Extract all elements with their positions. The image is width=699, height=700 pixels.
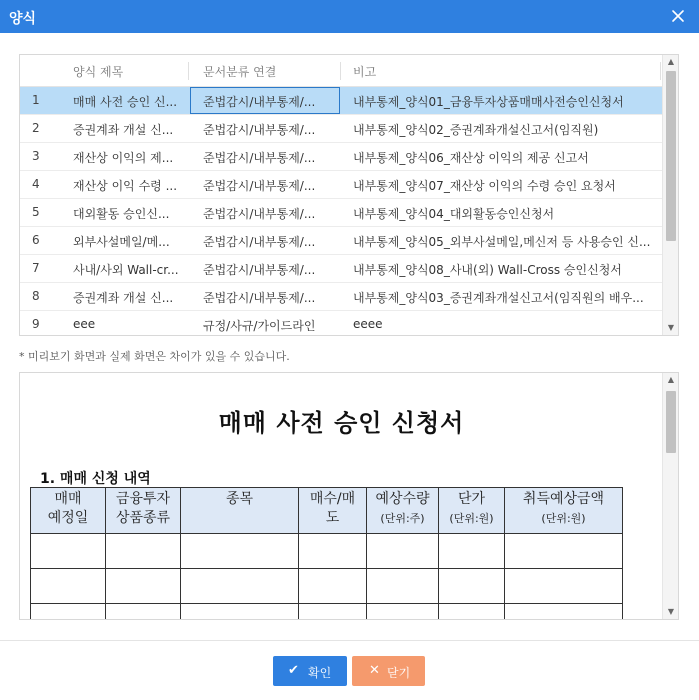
header-unit: (단위:주) xyxy=(380,512,425,525)
row-number: 2 xyxy=(32,121,40,135)
column-divider xyxy=(340,62,341,80)
row-title: 재산상 이익의 제... xyxy=(73,151,174,165)
header-line: 매수/매 xyxy=(309,491,356,507)
row-number: 1 xyxy=(32,93,40,107)
row-number: 3 xyxy=(32,149,40,163)
row-category: 준법감시/내부통제/... xyxy=(203,235,316,249)
close-button[interactable] xyxy=(352,656,425,686)
close-icon: ✕ xyxy=(369,663,380,678)
row-title: 매매 사전 승인 신... xyxy=(73,95,178,109)
dialog-title: 양식 xyxy=(9,11,37,27)
preview-column-header xyxy=(299,488,367,534)
row-note: 내부통제_양식02_증권계좌개설신고서(임직원) xyxy=(353,123,599,137)
preview-column-header xyxy=(181,488,299,534)
header-line: 예상수량 xyxy=(375,491,430,507)
row-number: 7 xyxy=(32,261,40,275)
table-row[interactable] xyxy=(20,199,663,227)
row-category: 준법감시/내부통제/... xyxy=(203,207,316,221)
close-label: 닫기 xyxy=(387,666,411,680)
row-category: 준법감시/내부통제/... xyxy=(203,291,316,305)
preview-column-header xyxy=(31,488,106,534)
row-title: 외부사설메일/메... xyxy=(73,235,170,249)
table-row[interactable] xyxy=(20,171,663,199)
header-unit: (단위:원) xyxy=(541,512,586,525)
row-title: 대외활동 승인신... xyxy=(73,207,170,221)
row-category: 준법감시/내부통제/... xyxy=(203,151,316,165)
confirm-button[interactable] xyxy=(273,656,347,686)
row-note: eeee xyxy=(353,317,383,331)
column-header-note[interactable]: 비고 xyxy=(353,65,377,79)
scroll-down-icon[interactable]: ▼ xyxy=(667,607,675,616)
row-category: 준법감시/내부통제/... xyxy=(203,95,316,109)
preview-column-header xyxy=(367,488,439,534)
row-category: 준법감시/내부통제/... xyxy=(203,123,316,137)
row-note: 내부통제_양식05_외부사설메일,메신저 등 사용승인 신... xyxy=(353,235,651,249)
header-line: 단가 xyxy=(457,491,486,507)
table-row[interactable] xyxy=(20,255,663,283)
preview-scrollbar[interactable] xyxy=(662,373,678,619)
scroll-down-icon[interactable]: ▼ xyxy=(667,323,675,332)
header-line: 예정일 xyxy=(47,510,89,526)
table-row[interactable] xyxy=(20,143,663,171)
row-title: 증권계좌 개설 신... xyxy=(73,123,174,137)
row-title: 재산상 이익 수령 ... xyxy=(73,179,178,193)
row-category: 준법감시/내부통제/... xyxy=(203,179,316,193)
header-line: 금융투자 xyxy=(115,491,171,507)
table-row[interactable] xyxy=(20,227,663,255)
header-line: 종목 xyxy=(225,491,254,507)
close-icon[interactable] xyxy=(667,5,689,27)
row-note: 내부통제_양식03_증권계좌개설신고서(임직원의 배우... xyxy=(353,291,644,305)
row-number: 4 xyxy=(32,177,40,191)
preview-column-header xyxy=(106,488,181,534)
row-title: 사내/사외 Wall-cr... xyxy=(73,263,179,277)
preview-document-title: 매매 사전 승인 신청서 xyxy=(218,409,465,437)
form-list-grid xyxy=(19,54,679,336)
grid-scrollbar[interactable] xyxy=(662,55,678,335)
preview-table-row xyxy=(31,604,623,621)
preview-section-title: 1. 매매 신청 내역 xyxy=(40,471,151,487)
row-note: 내부통제_양식04_대외활동승인신청서 xyxy=(353,207,555,221)
scroll-up-icon[interactable]: ▲ xyxy=(667,57,675,66)
column-divider xyxy=(660,62,661,80)
column-header-category[interactable]: 문서분류 연결 xyxy=(203,65,277,79)
table-row[interactable] xyxy=(20,311,663,336)
row-number: 9 xyxy=(32,317,40,331)
preview-column-header xyxy=(505,488,623,534)
row-title: eee xyxy=(73,317,96,331)
row-category: 규정/사규/가이드라인 xyxy=(203,319,316,333)
column-divider xyxy=(188,62,189,80)
scrollbar-thumb[interactable] xyxy=(666,391,676,453)
scroll-up-icon[interactable]: ▲ xyxy=(667,375,675,384)
header-line: 상품종류 xyxy=(115,510,171,526)
dialog-footer xyxy=(0,640,699,700)
dialog-titlebar xyxy=(0,0,699,33)
preview-column-header xyxy=(439,488,505,534)
header-unit: (단위:원) xyxy=(449,512,494,525)
row-number: 8 xyxy=(32,289,40,303)
grid-header xyxy=(20,55,663,87)
scrollbar-thumb[interactable] xyxy=(666,71,676,241)
row-number: 6 xyxy=(32,233,40,247)
confirm-label: 확인 xyxy=(308,666,332,680)
check-icon: ✔ xyxy=(288,663,299,678)
preview-table xyxy=(30,487,623,620)
preview-disclaimer: * 미리보기 화면과 실제 화면은 차이가 있을 수 있습니다. xyxy=(19,350,290,363)
table-row[interactable] xyxy=(20,87,663,115)
row-number: 5 xyxy=(32,205,40,219)
row-note: 내부통제_양식08_사내(외) Wall-Cross 승인신청서 xyxy=(353,263,622,277)
preview-table-row xyxy=(31,534,623,569)
preview-table-row xyxy=(31,569,623,604)
row-title: 증권계좌 개설 신... xyxy=(73,291,174,305)
row-note: 내부통제_양식01_금융투자상품매매사전승인신청서 xyxy=(353,95,624,109)
header-line: 도 xyxy=(325,510,340,526)
header-line: 취득예상금액 xyxy=(522,491,605,507)
table-row[interactable] xyxy=(20,115,663,143)
header-line: 매매 xyxy=(54,491,82,507)
row-note: 내부통제_양식07_재산상 이익의 수령 승인 요청서 xyxy=(353,179,616,193)
table-row[interactable] xyxy=(20,283,663,311)
column-header-title[interactable]: 양식 제목 xyxy=(73,65,124,79)
form-preview xyxy=(19,372,679,620)
row-category: 준법감시/내부통제/... xyxy=(203,263,316,277)
row-note: 내부통제_양식06_재산상 이익의 제공 신고서 xyxy=(353,151,589,165)
